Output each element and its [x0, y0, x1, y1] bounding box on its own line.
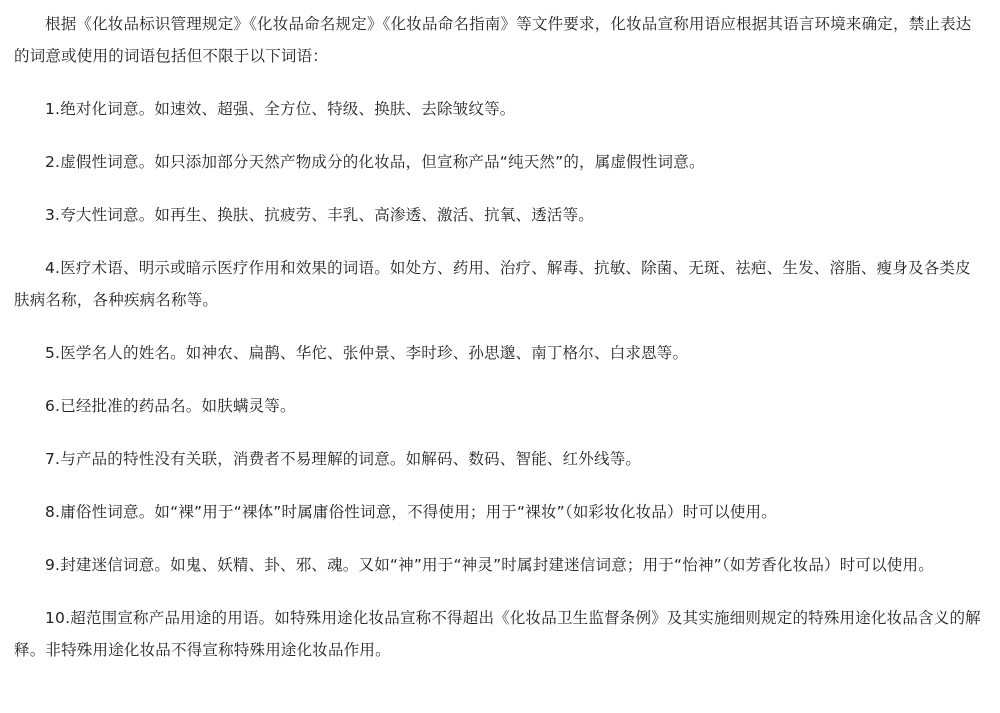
list-item-9: 9.封建迷信词意。如鬼、妖精、卦、邪、魂。又如“神”用于“神灵”时属封建迷信词意；用于“怡神”（如芳香化妆品）时可以使用。: [45, 556, 934, 574]
list-item-2: 2.虚假性词意。如只添加部分天然产物成分的化妆品，但宣称产品“纯天然”的，属虚假性词意。: [45, 153, 705, 171]
list-item-6: 6.已经批准的药品名。如肤螨灵等。: [45, 397, 296, 415]
list-item-5: 5.医学名人的姓名。如神农、扁鹊、华佗、张仲景、李时珍、孙思邈、南丁格尔、白求恩等。: [45, 344, 689, 362]
list-item-1: 1.绝对化词意。如速效、超强、全方位、特级、换肤、去除皱纹等。: [45, 100, 516, 118]
list-item-8: 8.庸俗性词意。如“裸”用于“裸体”时属庸俗性词意，不得使用；用于“裸妆”（如彩妆化妆品）时可以使用。: [45, 503, 777, 521]
intro-paragraph: 根据《化妆品标识管理规定》《化妆品命名规定》《化妆品命名指南》等文件要求，化妆品宣称用语应根据其语言环境来确定，禁止表达的词意或使用的词语包括但不限于以下词语：: [14, 15, 972, 65]
list-item-7: 7.与产品的特性没有关联，消费者不易理解的词意。如解码、数码、智能、红外线等。: [45, 450, 642, 468]
list-item-10: 10.超范围宣称产品用途的用语。如特殊用途化妆品宣称不得超出《化妆品卫生监督条例》及其实施细则规定的特殊用途化妆品含义的解释。非特殊用途化妆品不得宣称特殊用途化妆品作用。: [14, 609, 981, 659]
list-item-3: 3.夸大性词意。如再生、换肤、抗疲劳、丰乳、高渗透、激活、抗氧、透活等。: [45, 206, 594, 224]
list-item-4: 4.医疗术语、明示或暗示医疗作用和效果的词语。如处方、药用、治疗、解毒、抗敏、除菌、无斑、祛疤、生发、溶脂、瘦身及各类皮肤病名称，各种疾病名称等。: [14, 259, 971, 309]
